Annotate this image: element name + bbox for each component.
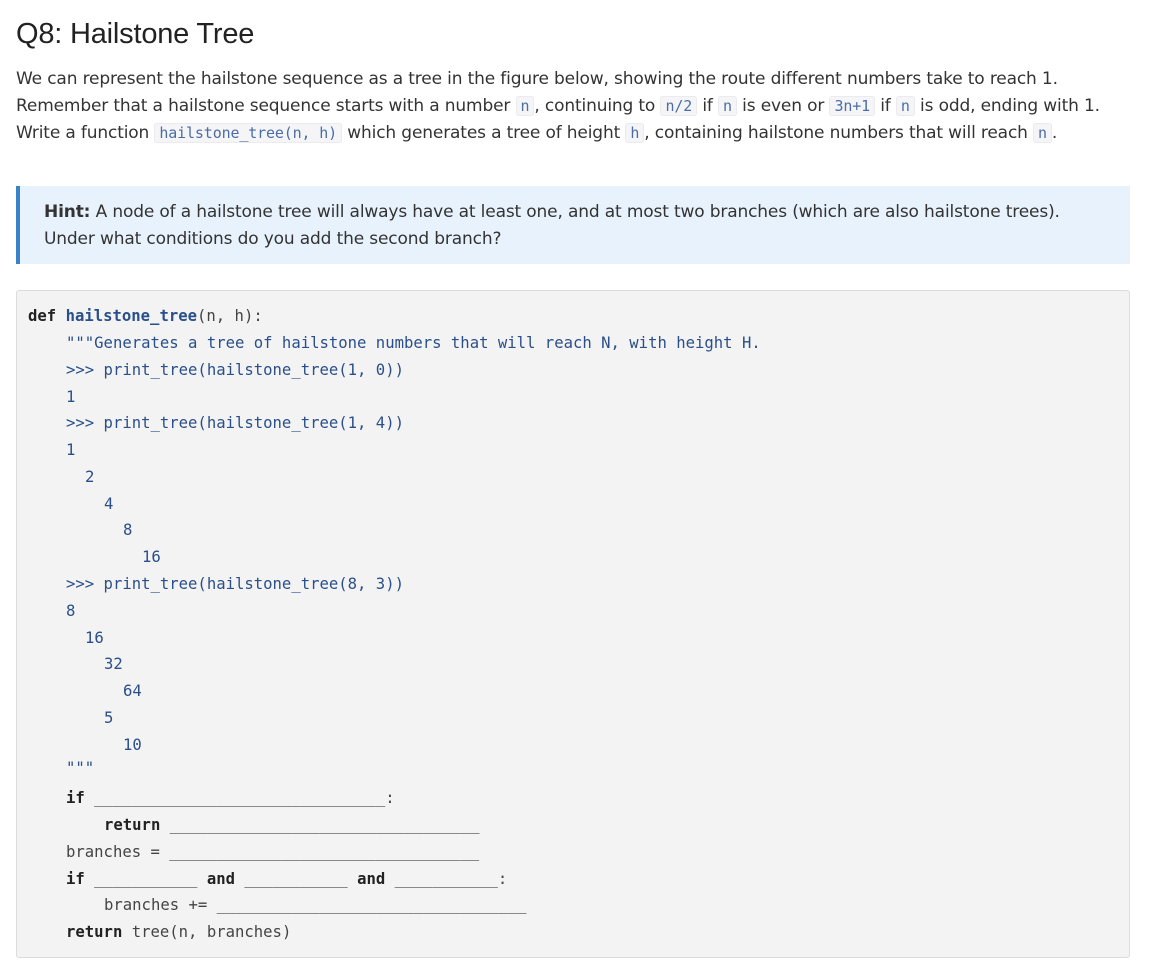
doctest-prompt: >>> print_tree(hailstone_tree(8, 3)) xyxy=(66,575,404,593)
keyword-def: def xyxy=(28,307,57,325)
function-params: (n, h): xyxy=(197,307,263,325)
hint-text: A node of a hailstone tree will always have at least one, and at most two branches (which are also hailstone trees). Under what conditions do you add the second branch? xyxy=(44,202,1060,249)
docstring-line: """Generates a tree of hailstone numbers that will reach N, with height H. xyxy=(66,334,761,352)
code-line-final-return xyxy=(66,922,291,942)
keyword-and: and xyxy=(206,870,236,888)
fill-in-blank[interactable]: _________________________________ xyxy=(169,843,480,861)
inline-code: hailstone_tree(n, h) xyxy=(154,123,342,143)
code-block xyxy=(16,290,1130,958)
fill-in-blank[interactable]: ___________: xyxy=(394,870,508,888)
code-line-branches-add xyxy=(104,895,526,915)
doctest-output: 5 xyxy=(104,709,114,727)
code-line-def xyxy=(28,306,263,326)
keyword-return: return xyxy=(104,816,161,834)
doctest-output: 16 xyxy=(142,548,161,566)
intro-text: , continuing to xyxy=(534,96,661,116)
branches-assign: branches = xyxy=(66,843,160,861)
inline-code: n xyxy=(896,96,915,116)
inline-code: n xyxy=(1033,123,1052,143)
doctest-output: 8 xyxy=(66,602,76,620)
docstring-close: """ xyxy=(66,759,95,777)
keyword-return: return xyxy=(66,923,123,941)
inline-code: n xyxy=(516,96,535,116)
keyword-if: if xyxy=(66,789,85,807)
doctest-output: 8 xyxy=(123,521,133,539)
code-line-return xyxy=(104,815,480,835)
inline-code: n/2 xyxy=(660,96,697,116)
doctest-prompt: >>> print_tree(hailstone_tree(1, 0)) xyxy=(66,361,404,379)
fill-in-blank[interactable]: _________________________________ xyxy=(216,896,527,914)
code-line-branches xyxy=(66,842,479,862)
doctest-prompt: >>> print_tree(hailstone_tree(1, 4)) xyxy=(66,414,404,432)
inline-code: n xyxy=(718,96,737,116)
fill-in-blank[interactable]: ___________ xyxy=(244,870,348,888)
hint-callout xyxy=(16,186,1130,264)
doctest-output: 32 xyxy=(104,655,123,673)
keyword-if: if xyxy=(66,870,85,888)
doctest-output: 64 xyxy=(123,682,142,700)
code-line-if2 xyxy=(66,869,507,889)
intro-text: if xyxy=(874,96,896,116)
return-expression: tree(n, branches) xyxy=(122,923,292,941)
doctest-output: 4 xyxy=(104,495,114,513)
fill-in-blank[interactable]: _________________________________ xyxy=(169,816,480,834)
intro-text: , containing hailstone numbers that will reach xyxy=(644,123,1034,143)
intro-text: is odd, ending with 1. Write a function xyxy=(16,96,1100,143)
doctest-output: 16 xyxy=(85,629,104,647)
doctest-output: 1 xyxy=(66,441,76,459)
keyword-and: and xyxy=(357,870,386,888)
intro-text: . xyxy=(1051,123,1058,143)
hint-label: Hint: xyxy=(44,202,91,222)
intro-text: is even or xyxy=(736,96,830,116)
fill-in-blank[interactable]: _______________________________: xyxy=(94,789,395,807)
inline-code: 3n+1 xyxy=(829,96,875,116)
intro-paragraph xyxy=(16,66,1131,147)
branches-add: branches += xyxy=(104,896,208,914)
doctest-output: 10 xyxy=(123,736,142,754)
intro-text: We can represent the hailstone sequence as a tree in the figure below, showing the route different numbers take to reach 1. Remember that a hailstone sequence starts with a number xyxy=(16,69,1058,116)
intro-text: if xyxy=(697,96,719,116)
page-title: Q8: Hailstone Tree xyxy=(16,18,255,50)
doctest-output: 1 xyxy=(66,388,76,406)
fill-in-blank[interactable]: ___________ xyxy=(94,870,198,888)
doctest-output: 2 xyxy=(85,468,95,486)
function-name: hailstone_tree xyxy=(65,307,197,325)
inline-code: h xyxy=(625,123,644,143)
intro-text: which generates a tree of height xyxy=(342,123,626,143)
code-line-if xyxy=(66,788,395,808)
